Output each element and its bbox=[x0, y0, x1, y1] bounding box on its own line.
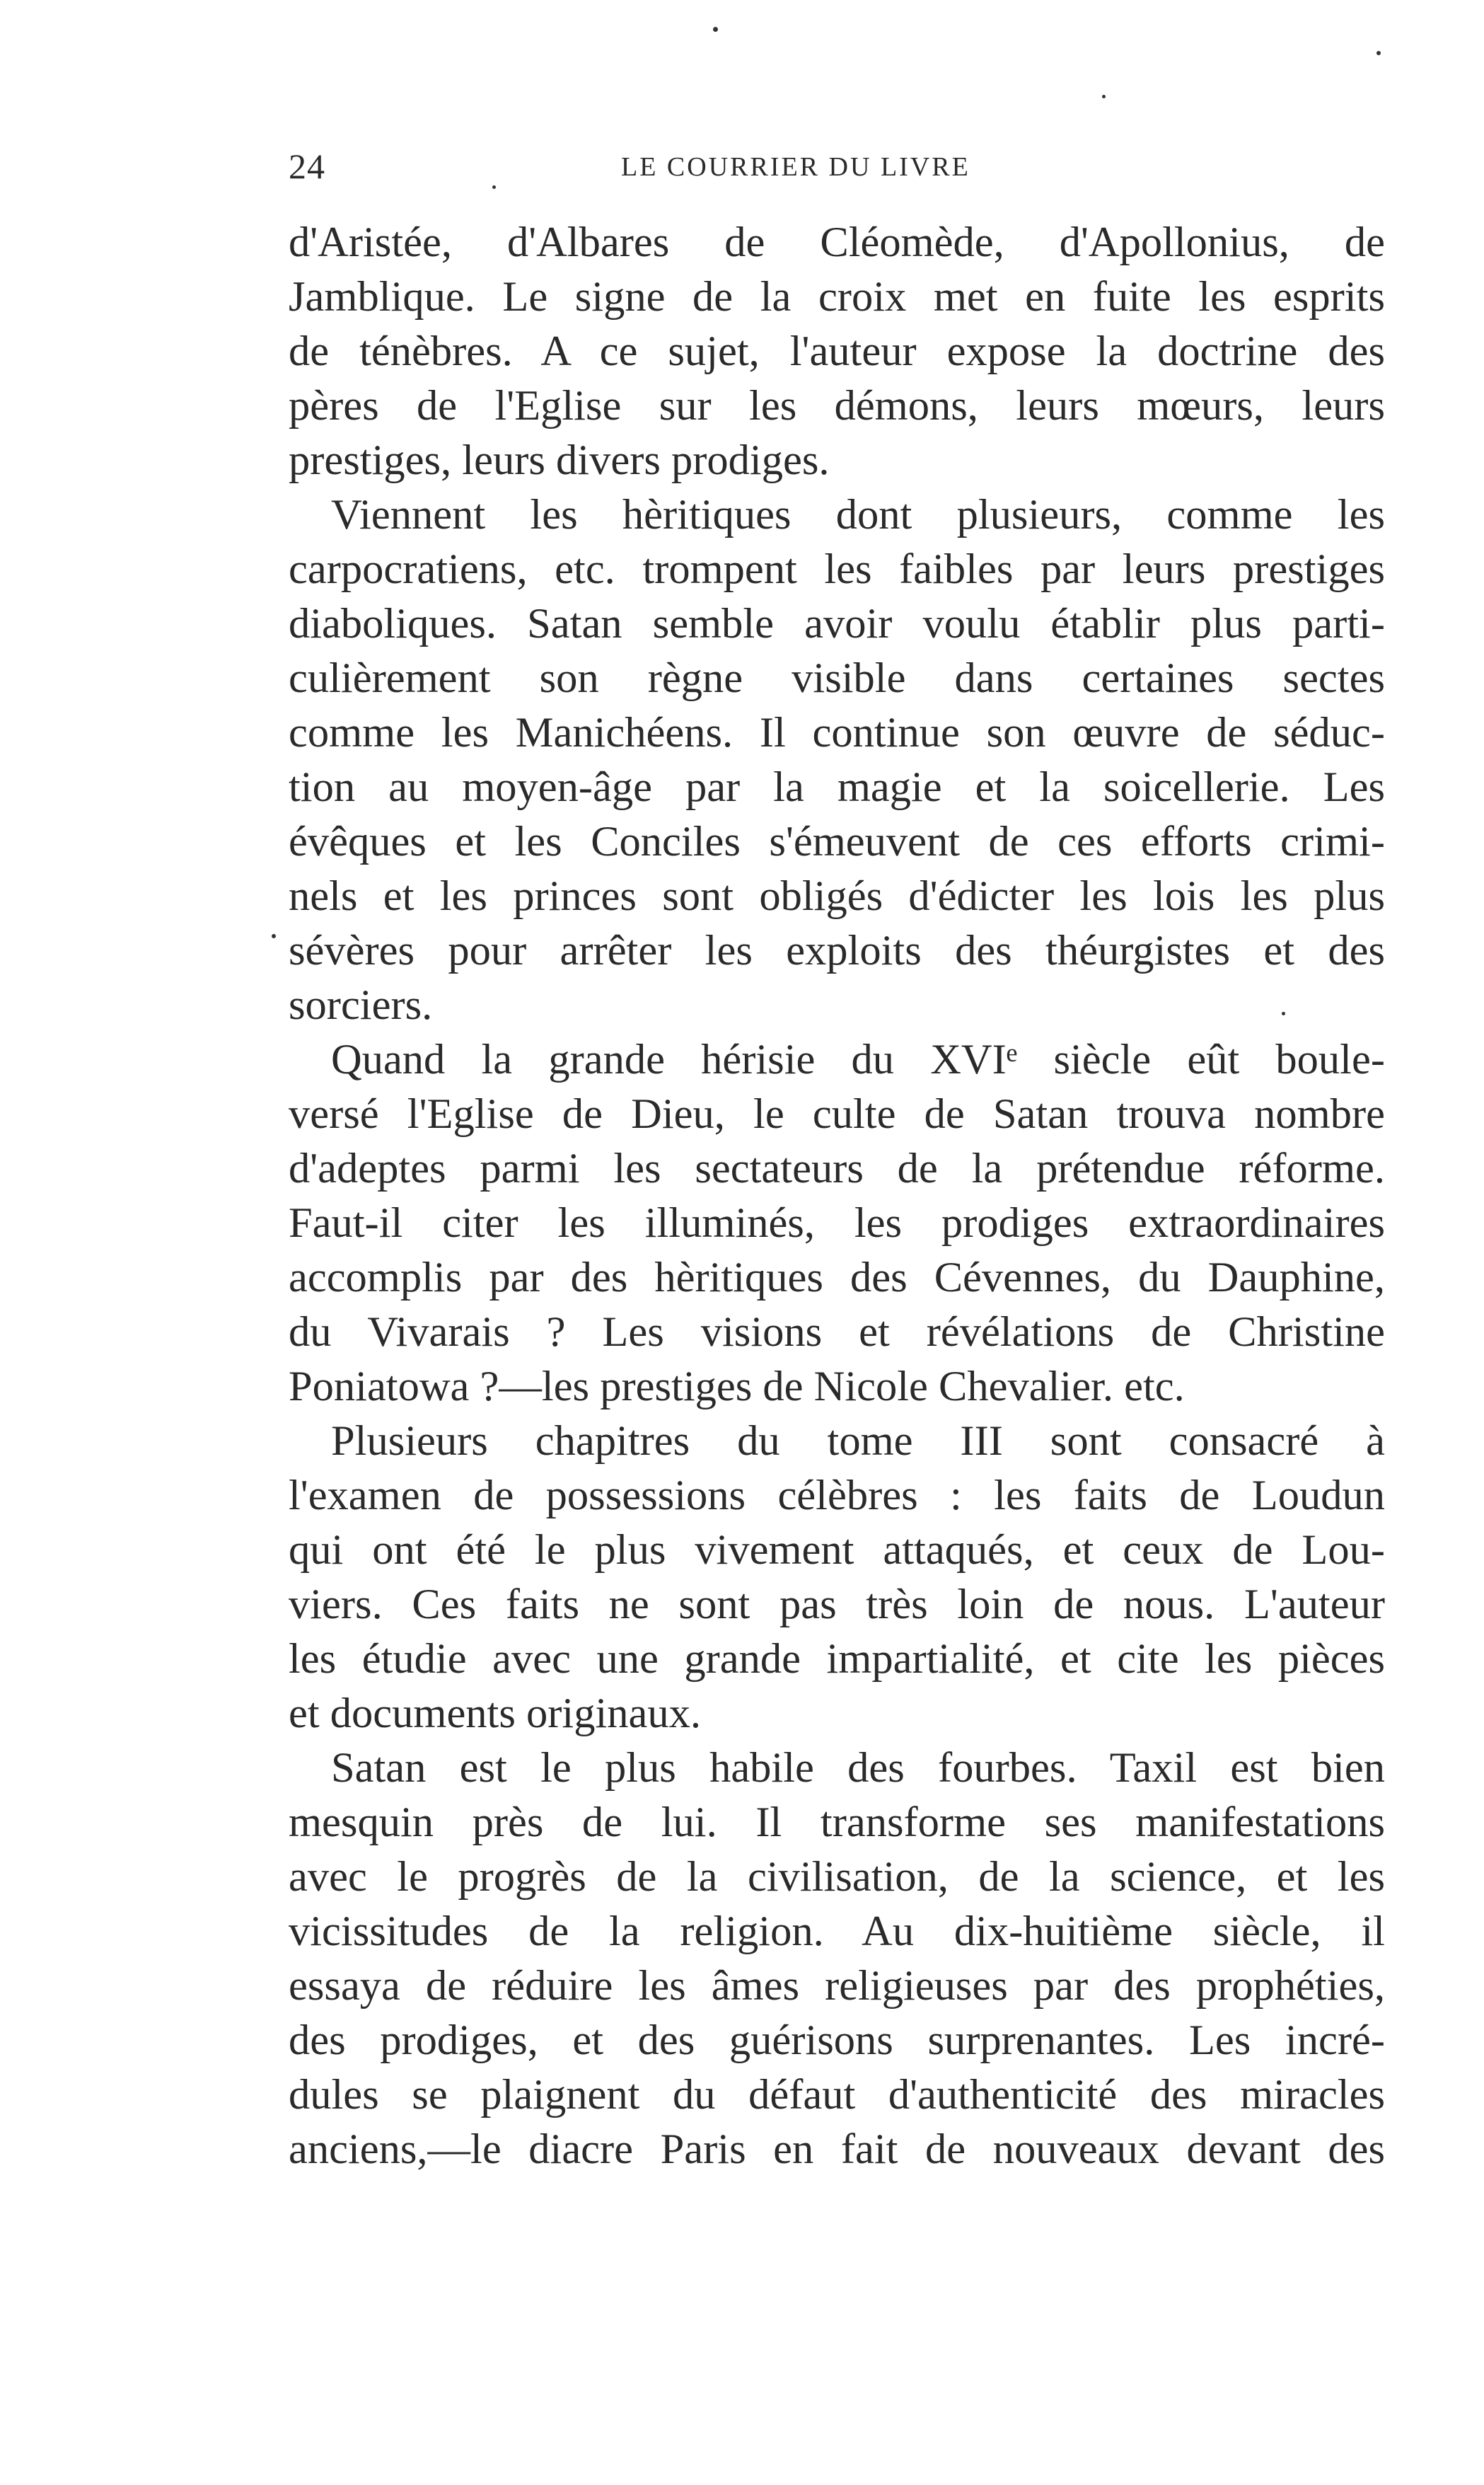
text-line: nels et les princes sont obligés d'édicter les lois les plus bbox=[289, 872, 1385, 920]
text-line: dules se plaignent du défaut d'authenticité des miracles bbox=[289, 2071, 1385, 2118]
text-line: sorciers. bbox=[289, 981, 433, 1029]
text-line: les étudie avec une grande impartialité, et cite les pièces bbox=[289, 1635, 1385, 1683]
text-line: de ténèbres. A ce sujet, l'auteur expose la doctrine des bbox=[289, 328, 1385, 375]
text-line: Plusieurs chapitres du tome III sont consacré à bbox=[331, 1417, 1385, 1465]
paragraph-5 bbox=[289, 1741, 1385, 2176]
running-title: LE COURRIER DU LIVRE bbox=[621, 152, 970, 182]
text-line: essaya de réduire les âmes religieuses par des prophéties, bbox=[289, 1962, 1385, 2010]
text-line: qui ont été le plus vivement attaqués, et ceux de Lou- bbox=[289, 1526, 1385, 1574]
scan-speck bbox=[1102, 95, 1106, 98]
text-line: carpocratiens, etc. trompent les faibles par leurs prestiges bbox=[289, 546, 1385, 593]
text-line: culièrement son règne visible dans certaines sectes bbox=[289, 655, 1385, 702]
text-line: du Vivarais ? Les visions et révélations de Christine bbox=[289, 1308, 1385, 1356]
text-line: d'adeptes parmi les sectateurs de la prétendue réforme. bbox=[289, 1145, 1385, 1192]
scan-speck bbox=[1376, 51, 1381, 55]
text-line: vicissitudes de la religion. Au dix-huitième siècle, il bbox=[289, 1908, 1385, 1955]
text-line: Viennent les hèritiques dont plusieurs, comme les bbox=[331, 491, 1385, 538]
text-line: Jamblique. Le signe de la croix met en fuite les esprits bbox=[289, 273, 1385, 321]
text-line: viers. Ces faits ne sont pas très loin de nous. L'auteur bbox=[289, 1581, 1385, 1628]
text-line: mesquin près de lui. Il transforme ses manifestations bbox=[289, 1799, 1385, 1846]
text-line: diaboliques. Satan semble avoir voulu établir plus parti- bbox=[289, 600, 1385, 647]
text-line: Poniatowa ?—les prestiges de Nicole Chevalier. etc. bbox=[289, 1363, 1185, 1410]
text-line: d'Aristée, d'Albares de Cléomède, d'Apollonius, de bbox=[289, 219, 1385, 266]
text-line: avec le progrès de la civilisation, de la science, et les bbox=[289, 1853, 1385, 1901]
text-line: tion au moyen-âge par la magie et la soicellerie. Les bbox=[289, 763, 1385, 811]
text-line: Satan est le plus habile des fourbes. Taxil est bien bbox=[331, 1744, 1385, 1792]
text-line: des prodiges, et des guérisons surprenantes. Les incré- bbox=[289, 2017, 1385, 2064]
scan-speck bbox=[492, 185, 496, 189]
text-line: versé l'Eglise de Dieu, le culte de Satan trouva nombre bbox=[289, 1090, 1385, 1138]
text-line: pères de l'Eglise sur les démons, leurs mœurs, leurs bbox=[289, 382, 1385, 429]
text-line: et documents originaux. bbox=[289, 1690, 702, 1737]
text-body bbox=[289, 215, 1385, 2176]
text-line: sévères pour arrêter les exploits des théurgistes et des bbox=[289, 927, 1385, 974]
text-line: évêques et les Conciles s'émeuvent de ces efforts crimi- bbox=[289, 818, 1385, 865]
text-line: Quand la grande hérisie du XVIᵉ siècle eût boule- bbox=[331, 1036, 1385, 1083]
scan-speck bbox=[713, 27, 718, 32]
text-line: prestiges, leurs divers prodiges. bbox=[289, 437, 830, 484]
paragraph-1 bbox=[289, 215, 1385, 488]
text-line: anciens,—le diacre Paris en fait de nouveaux devant des bbox=[289, 2126, 1385, 2173]
scan-speck bbox=[272, 934, 276, 938]
paragraph-4 bbox=[289, 1414, 1385, 1741]
scan-speck bbox=[1282, 1012, 1285, 1015]
text-line: comme les Manichéens. Il continue son œuvre de séduc- bbox=[289, 709, 1385, 756]
running-head bbox=[289, 142, 1385, 191]
page-number: 24 bbox=[289, 146, 325, 186]
text-line: accomplis par des hèritiques des Cévennes, du Dauphine, bbox=[289, 1254, 1385, 1301]
paragraph-3 bbox=[289, 1032, 1385, 1414]
text-line: Faut-il citer les illuminés, les prodiges extraordinaires bbox=[289, 1199, 1385, 1247]
paragraph-2 bbox=[289, 488, 1385, 1032]
text-line: l'examen de possessions célèbres : les faits de Loudun bbox=[289, 1472, 1385, 1519]
